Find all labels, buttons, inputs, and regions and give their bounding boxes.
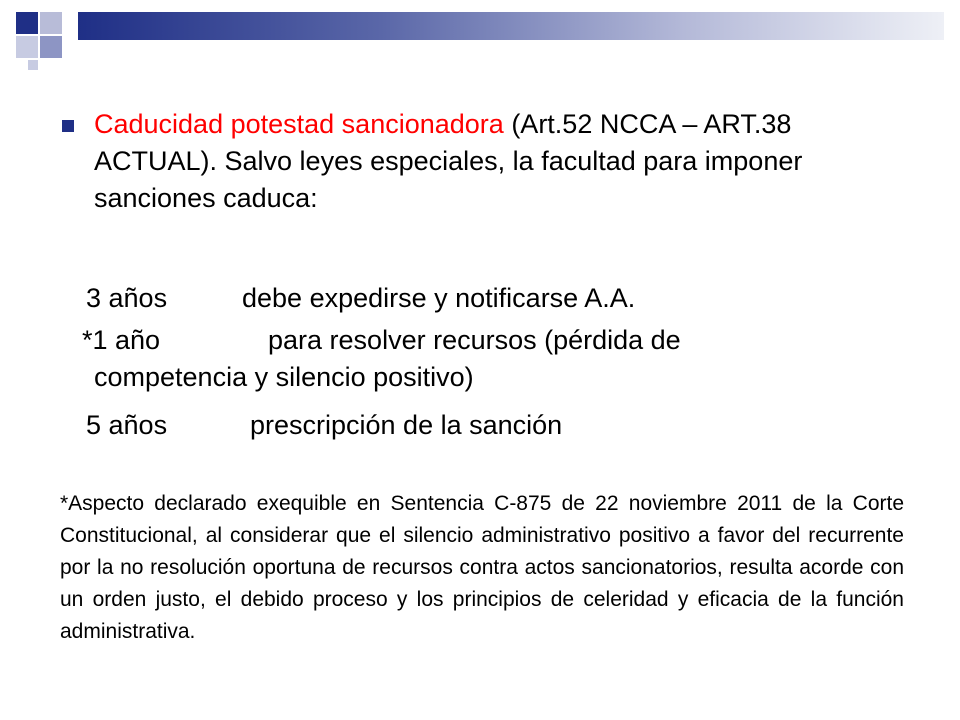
header-gradient-bar: [78, 12, 944, 40]
decor-square: [40, 12, 62, 34]
decor-square: [16, 36, 38, 58]
term-description: para resolver recursos (pérdida de: [268, 325, 681, 355]
decor-square: [28, 60, 38, 70]
bullet-rest: (Art.52 NCCA – ART.38 ACTUAL). Salvo leyes especiales, la facultad para imponer sanciones caduca:: [94, 109, 803, 213]
term-label: 3 años: [86, 283, 168, 313]
bullet-square-icon: [62, 120, 74, 132]
term-label: 5 años: [86, 410, 168, 440]
decor-square: [40, 36, 62, 58]
term-row: [86, 280, 916, 317]
term-row: [82, 322, 912, 396]
bullet-highlight: Caducidad potestad sancionadora: [94, 109, 504, 139]
term-description: debe expedirse y notificarse A.A.: [242, 283, 636, 313]
term-description-continued: competencia y silencio positivo): [94, 362, 474, 392]
decor-square: [16, 12, 38, 34]
footnote-paragraph: *Aspecto declarado exequible en Sentencia C-875 de 22 noviembre 2011 de la Corte Constitucional, al considerar que el silencio administrativo positivo a favor del recurrente por la no resolución oportuna de recursos contra actos sancionatorios, resulta acorde con un orden justo, el debido proceso y los principios de celeridad y eficacia de la función administrativa.: [60, 492, 904, 643]
bullet-text: [94, 106, 894, 217]
term-description: prescripción de la sanción: [250, 410, 563, 440]
term-row: [86, 407, 916, 444]
term-label: *1 año: [82, 325, 161, 355]
